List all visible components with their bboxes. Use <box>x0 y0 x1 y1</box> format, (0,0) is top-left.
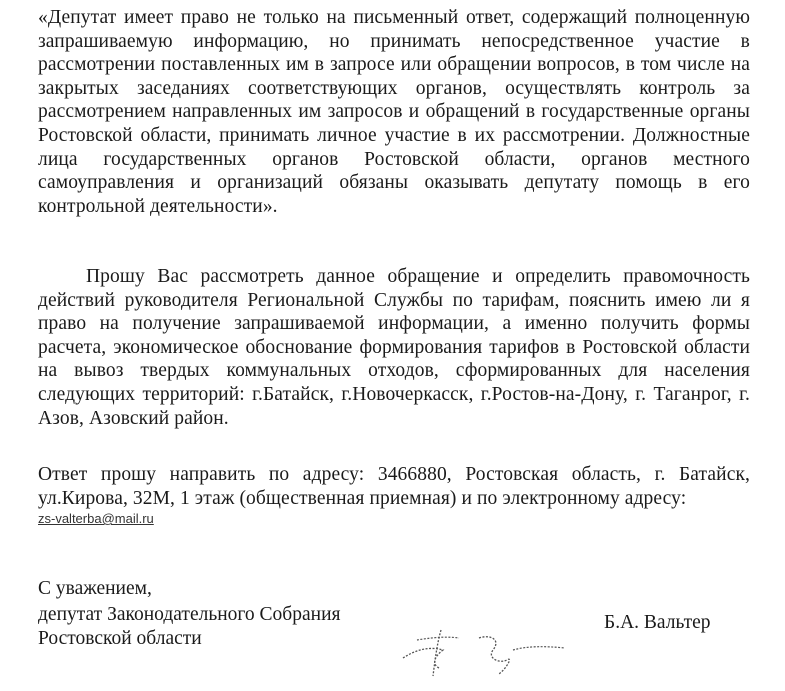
closing-position-line2: Ростовской области <box>38 628 202 649</box>
closing-greeting: С уважением, <box>38 578 152 599</box>
closing-position-line1: депутат Законодательного Собрания <box>38 604 341 625</box>
signature-icon <box>395 620 575 682</box>
quote-paragraph: «Депутат имеет право не только на письменный ответ, содержащий полноценную запрашиваемую информацию, но принимать непосредственное участие в рассмотрении поставленных им в запросе или обращении вопросов, в том числе на закрытых заседаниях соответствующих органов, осуществлять контроль за рассмотрением направленных им запросов и обращений в государственные органы Ростовской области, принимать личное участие в их рассмотрении. Должностные лица государственных органов Ростовской области, органов местного самоуправления и организаций обязаны оказывать депутату помощь в его контрольной деятельности». <box>38 7 750 217</box>
address-paragraph: Ответ прошу направить по адресу: 3466880, Ростовская область, г. Батайск, ул.Кирова, 32М, 1 этаж (общественная приемная) и по электронному адресу: <box>38 464 750 509</box>
email-address[interactable]: zs-valterba@mail.ru <box>38 511 154 526</box>
signer-name: Б.А. Вальтер <box>604 612 711 633</box>
request-paragraph: Прошу Вас рассмотреть данное обращение и определить правомочность действий руководителя Региональной Службы по тарифам, пояснить имею ли я право на получение запрашиваемой информации, а именно получить формы расчета, экономическое обоснование формирования тарифов в Ростовской области на вывоз твердых коммунальных отходов, сформированных для населения следующих территорий: г.Батайск, г.Новочеркасск, г.Ростов-на-Дону, г. Таганрог, г. Азов, Азовский район. <box>38 266 750 429</box>
